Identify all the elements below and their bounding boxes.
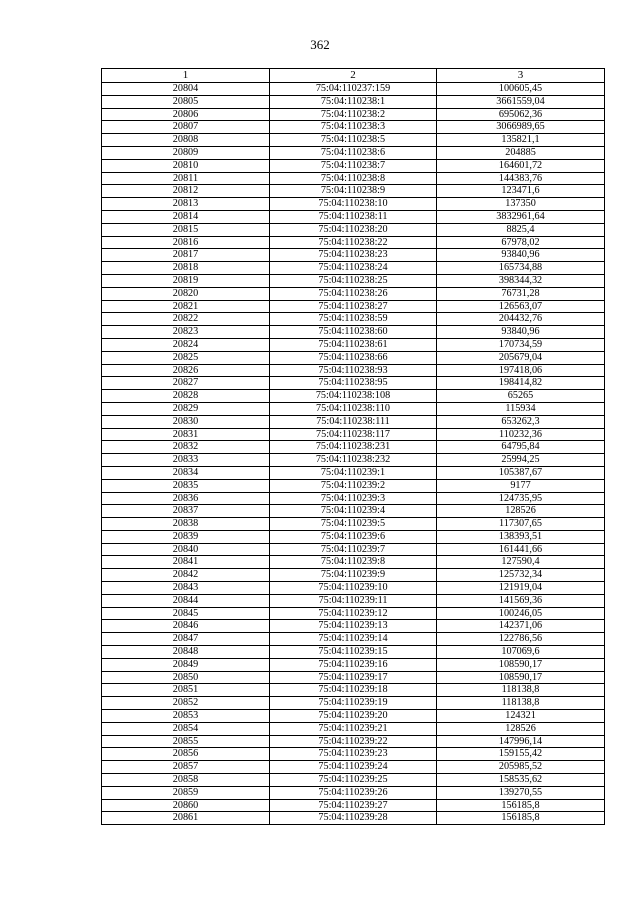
value-cell: 64795,84 bbox=[437, 441, 605, 454]
cadastral-number-cell: 75:04:110238:23 bbox=[270, 249, 437, 262]
row-number-cell: 20829 bbox=[102, 402, 270, 415]
table-row bbox=[102, 518, 605, 531]
table-row bbox=[102, 479, 605, 492]
value-cell: 127590,4 bbox=[437, 556, 605, 569]
value-cell: 165734,88 bbox=[437, 262, 605, 275]
value-cell: 124321 bbox=[437, 710, 605, 723]
cadastral-number-cell: 75:04:110238:26 bbox=[270, 287, 437, 300]
table-row bbox=[102, 223, 605, 236]
table-row bbox=[102, 185, 605, 198]
cadastral-number-cell: 75:04:110238:111 bbox=[270, 415, 437, 428]
cadastral-number-cell: 75:04:110238:10 bbox=[270, 198, 437, 211]
table-row bbox=[102, 364, 605, 377]
cadastral-number-cell: 75:04:110237:159 bbox=[270, 83, 437, 96]
table-body bbox=[102, 83, 605, 825]
value-cell: 107069,6 bbox=[437, 646, 605, 659]
value-cell: 156185,8 bbox=[437, 812, 605, 825]
table-row bbox=[102, 134, 605, 147]
value-cell: 3066989,65 bbox=[437, 121, 605, 134]
cadastral-number-cell: 75:04:110239:14 bbox=[270, 633, 437, 646]
row-number-cell: 20845 bbox=[102, 607, 270, 620]
table-row bbox=[102, 198, 605, 211]
cadastral-number-cell: 75:04:110239:17 bbox=[270, 671, 437, 684]
value-cell: 695062,36 bbox=[437, 108, 605, 121]
table-row bbox=[102, 326, 605, 339]
value-cell: 115934 bbox=[437, 402, 605, 415]
row-number-cell: 20857 bbox=[102, 761, 270, 774]
row-number-cell: 20832 bbox=[102, 441, 270, 454]
cadastral-number-cell: 75:04:110239:19 bbox=[270, 697, 437, 710]
row-number-cell: 20849 bbox=[102, 658, 270, 671]
row-number-cell: 20838 bbox=[102, 518, 270, 531]
row-number-cell: 20818 bbox=[102, 262, 270, 275]
cadastral-number-cell: 75:04:110239:1 bbox=[270, 466, 437, 479]
value-cell: 126563,07 bbox=[437, 300, 605, 313]
row-number-cell: 20844 bbox=[102, 594, 270, 607]
row-number-cell: 20840 bbox=[102, 543, 270, 556]
row-number-cell: 20854 bbox=[102, 722, 270, 735]
row-number-cell: 20823 bbox=[102, 326, 270, 339]
table-row bbox=[102, 582, 605, 595]
row-number-cell: 20816 bbox=[102, 236, 270, 249]
column-header-1: 1 bbox=[102, 69, 270, 83]
cadastral-number-cell: 75:04:110239:6 bbox=[270, 530, 437, 543]
value-cell: 205679,04 bbox=[437, 351, 605, 364]
table-row bbox=[102, 338, 605, 351]
table-row bbox=[102, 492, 605, 505]
cadastral-number-cell: 75:04:110238:93 bbox=[270, 364, 437, 377]
table-row bbox=[102, 441, 605, 454]
table-row bbox=[102, 274, 605, 287]
column-header-2: 2 bbox=[270, 69, 437, 83]
cadastral-number-cell: 75:04:110238:108 bbox=[270, 390, 437, 403]
table-row bbox=[102, 95, 605, 108]
row-number-cell: 20806 bbox=[102, 108, 270, 121]
value-cell: 204885 bbox=[437, 146, 605, 159]
cadastral-number-cell: 75:04:110239:11 bbox=[270, 594, 437, 607]
table-row bbox=[102, 83, 605, 96]
cadastral-number-cell: 75:04:110238:25 bbox=[270, 274, 437, 287]
table-row bbox=[102, 620, 605, 633]
table-row bbox=[102, 390, 605, 403]
row-number-cell: 20807 bbox=[102, 121, 270, 134]
table-row bbox=[102, 646, 605, 659]
table-row bbox=[102, 799, 605, 812]
table-row bbox=[102, 633, 605, 646]
value-cell: 135821,1 bbox=[437, 134, 605, 147]
page-number: 362 bbox=[310, 37, 330, 52]
table-row bbox=[102, 812, 605, 825]
cadastral-number-cell: 75:04:110238:22 bbox=[270, 236, 437, 249]
row-number-cell: 20808 bbox=[102, 134, 270, 147]
row-number-cell: 20836 bbox=[102, 492, 270, 505]
cadastral-number-cell: 75:04:110238:232 bbox=[270, 454, 437, 467]
value-cell: 121919,04 bbox=[437, 582, 605, 595]
row-number-cell: 20861 bbox=[102, 812, 270, 825]
table-row bbox=[102, 121, 605, 134]
value-cell: 159155,42 bbox=[437, 748, 605, 761]
table-row bbox=[102, 210, 605, 223]
cadastral-number-cell: 75:04:110239:13 bbox=[270, 620, 437, 633]
value-cell: 3832961,64 bbox=[437, 210, 605, 223]
value-cell: 164601,72 bbox=[437, 159, 605, 172]
value-cell: 198414,82 bbox=[437, 377, 605, 390]
row-number-cell: 20822 bbox=[102, 313, 270, 326]
value-cell: 118138,8 bbox=[437, 697, 605, 710]
value-cell: 108590,17 bbox=[437, 671, 605, 684]
table-row bbox=[102, 761, 605, 774]
cadastral-number-cell: 75:04:110239:7 bbox=[270, 543, 437, 556]
cadastral-number-cell: 75:04:110239:10 bbox=[270, 582, 437, 595]
cadastral-number-cell: 75:04:110239:15 bbox=[270, 646, 437, 659]
cadastral-number-cell: 75:04:110239:3 bbox=[270, 492, 437, 505]
value-cell: 147996,14 bbox=[437, 735, 605, 748]
table-row bbox=[102, 146, 605, 159]
cadastral-number-cell: 75:04:110239:4 bbox=[270, 505, 437, 518]
row-number-cell: 20809 bbox=[102, 146, 270, 159]
value-cell: 653262,3 bbox=[437, 415, 605, 428]
value-cell: 125732,34 bbox=[437, 569, 605, 582]
table-row bbox=[102, 428, 605, 441]
row-number-cell: 20810 bbox=[102, 159, 270, 172]
value-cell: 93840,96 bbox=[437, 249, 605, 262]
value-cell: 398344,32 bbox=[437, 274, 605, 287]
value-cell: 142371,06 bbox=[437, 620, 605, 633]
row-number-cell: 20820 bbox=[102, 287, 270, 300]
table-row bbox=[102, 108, 605, 121]
table-row bbox=[102, 722, 605, 735]
row-number-cell: 20815 bbox=[102, 223, 270, 236]
table-row bbox=[102, 530, 605, 543]
value-cell: 105387,67 bbox=[437, 466, 605, 479]
cadastral-number-cell: 75:04:110238:59 bbox=[270, 313, 437, 326]
row-number-cell: 20811 bbox=[102, 172, 270, 185]
row-number-cell: 20859 bbox=[102, 786, 270, 799]
table-row bbox=[102, 262, 605, 275]
cadastral-number-cell: 75:04:110238:5 bbox=[270, 134, 437, 147]
row-number-cell: 20812 bbox=[102, 185, 270, 198]
table-row bbox=[102, 287, 605, 300]
table-row bbox=[102, 505, 605, 518]
value-cell: 76731,28 bbox=[437, 287, 605, 300]
row-number-cell: 20843 bbox=[102, 582, 270, 595]
value-cell: 100246,05 bbox=[437, 607, 605, 620]
row-number-cell: 20805 bbox=[102, 95, 270, 108]
value-cell: 170734,59 bbox=[437, 338, 605, 351]
row-number-cell: 20853 bbox=[102, 710, 270, 723]
row-number-cell: 20804 bbox=[102, 83, 270, 96]
cadastral-number-cell: 75:04:110238:11 bbox=[270, 210, 437, 223]
row-number-cell: 20841 bbox=[102, 556, 270, 569]
table-row bbox=[102, 415, 605, 428]
cadastral-number-cell: 75:04:110238:6 bbox=[270, 146, 437, 159]
value-cell: 8825,4 bbox=[437, 223, 605, 236]
table-row bbox=[102, 172, 605, 185]
cadastral-number-cell: 75:04:110238:24 bbox=[270, 262, 437, 275]
table-row bbox=[102, 786, 605, 799]
cadastral-number-cell: 75:04:110238:60 bbox=[270, 326, 437, 339]
table-row bbox=[102, 697, 605, 710]
cadastral-number-cell: 75:04:110239:16 bbox=[270, 658, 437, 671]
cadastral-number-cell: 75:04:110238:66 bbox=[270, 351, 437, 364]
cadastral-number-cell: 75:04:110238:8 bbox=[270, 172, 437, 185]
cadastral-number-cell: 75:04:110238:3 bbox=[270, 121, 437, 134]
row-number-cell: 20824 bbox=[102, 338, 270, 351]
value-cell: 197418,06 bbox=[437, 364, 605, 377]
value-cell: 122786,56 bbox=[437, 633, 605, 646]
table-row bbox=[102, 236, 605, 249]
value-cell: 205985,52 bbox=[437, 761, 605, 774]
row-number-cell: 20839 bbox=[102, 530, 270, 543]
value-cell: 128526 bbox=[437, 505, 605, 518]
header-row bbox=[102, 69, 605, 83]
row-number-cell: 20817 bbox=[102, 249, 270, 262]
row-number-cell: 20856 bbox=[102, 748, 270, 761]
table-row bbox=[102, 159, 605, 172]
value-cell: 67978,02 bbox=[437, 236, 605, 249]
cadastral-number-cell: 75:04:110238:27 bbox=[270, 300, 437, 313]
table-row bbox=[102, 671, 605, 684]
table-row bbox=[102, 684, 605, 697]
value-cell: 124735,95 bbox=[437, 492, 605, 505]
row-number-cell: 20813 bbox=[102, 198, 270, 211]
value-cell: 123471,6 bbox=[437, 185, 605, 198]
row-number-cell: 20814 bbox=[102, 210, 270, 223]
cadastral-number-cell: 75:04:110239:9 bbox=[270, 569, 437, 582]
cadastral-number-cell: 75:04:110239:8 bbox=[270, 556, 437, 569]
cadastral-number-cell: 75:04:110239:12 bbox=[270, 607, 437, 620]
value-cell: 204432,76 bbox=[437, 313, 605, 326]
cadastral-number-cell: 75:04:110238:117 bbox=[270, 428, 437, 441]
value-cell: 93840,96 bbox=[437, 326, 605, 339]
row-number-cell: 20848 bbox=[102, 646, 270, 659]
table-row bbox=[102, 249, 605, 262]
row-number-cell: 20858 bbox=[102, 774, 270, 787]
cadastral-number-cell: 75:04:110239:20 bbox=[270, 710, 437, 723]
cadastral-number-cell: 75:04:110239:25 bbox=[270, 774, 437, 787]
row-number-cell: 20825 bbox=[102, 351, 270, 364]
table-row bbox=[102, 351, 605, 364]
table-row bbox=[102, 569, 605, 582]
value-cell: 139270,55 bbox=[437, 786, 605, 799]
column-header-3: 3 bbox=[437, 69, 605, 83]
row-number-cell: 20852 bbox=[102, 697, 270, 710]
value-cell: 158535,62 bbox=[437, 774, 605, 787]
table-row bbox=[102, 710, 605, 723]
table-row bbox=[102, 607, 605, 620]
value-cell: 137350 bbox=[437, 198, 605, 211]
cadastral-number-cell: 75:04:110238:1 bbox=[270, 95, 437, 108]
row-number-cell: 20826 bbox=[102, 364, 270, 377]
cadastral-number-cell: 75:04:110239:27 bbox=[270, 799, 437, 812]
row-number-cell: 20830 bbox=[102, 415, 270, 428]
cadastral-number-cell: 75:04:110238:7 bbox=[270, 159, 437, 172]
table-row bbox=[102, 466, 605, 479]
table-row bbox=[102, 454, 605, 467]
row-number-cell: 20821 bbox=[102, 300, 270, 313]
row-number-cell: 20819 bbox=[102, 274, 270, 287]
cadastral-number-cell: 75:04:110238:20 bbox=[270, 223, 437, 236]
cadastral-number-cell: 75:04:110238:2 bbox=[270, 108, 437, 121]
table-row bbox=[102, 402, 605, 415]
row-number-cell: 20828 bbox=[102, 390, 270, 403]
table-row bbox=[102, 300, 605, 313]
row-number-cell: 20855 bbox=[102, 735, 270, 748]
table-row bbox=[102, 313, 605, 326]
data-table bbox=[101, 68, 605, 825]
row-number-cell: 20827 bbox=[102, 377, 270, 390]
table-row bbox=[102, 556, 605, 569]
row-number-cell: 20850 bbox=[102, 671, 270, 684]
table-row bbox=[102, 748, 605, 761]
value-cell: 117307,65 bbox=[437, 518, 605, 531]
value-cell: 3661559,04 bbox=[437, 95, 605, 108]
row-number-cell: 20851 bbox=[102, 684, 270, 697]
cadastral-number-cell: 75:04:110239:26 bbox=[270, 786, 437, 799]
table-row bbox=[102, 774, 605, 787]
row-number-cell: 20837 bbox=[102, 505, 270, 518]
table-row bbox=[102, 735, 605, 748]
table-row bbox=[102, 594, 605, 607]
row-number-cell: 20846 bbox=[102, 620, 270, 633]
value-cell: 100605,45 bbox=[437, 83, 605, 96]
cadastral-number-cell: 75:04:110239:23 bbox=[270, 748, 437, 761]
value-cell: 156185,8 bbox=[437, 799, 605, 812]
value-cell: 108590,17 bbox=[437, 658, 605, 671]
value-cell: 138393,51 bbox=[437, 530, 605, 543]
table-row bbox=[102, 658, 605, 671]
cadastral-number-cell: 75:04:110238:61 bbox=[270, 338, 437, 351]
value-cell: 25994,25 bbox=[437, 454, 605, 467]
cadastral-number-cell: 75:04:110239:18 bbox=[270, 684, 437, 697]
value-cell: 141569,36 bbox=[437, 594, 605, 607]
table-header bbox=[102, 69, 605, 83]
value-cell: 161441,66 bbox=[437, 543, 605, 556]
row-number-cell: 20860 bbox=[102, 799, 270, 812]
table-row bbox=[102, 543, 605, 556]
cadastral-number-cell: 75:04:110239:28 bbox=[270, 812, 437, 825]
value-cell: 128526 bbox=[437, 722, 605, 735]
cadastral-number-cell: 75:04:110238:110 bbox=[270, 402, 437, 415]
value-cell: 110232,36 bbox=[437, 428, 605, 441]
cadastral-number-cell: 75:04:110239:21 bbox=[270, 722, 437, 735]
cadastral-number-cell: 75:04:110238:9 bbox=[270, 185, 437, 198]
cadastral-number-cell: 75:04:110239:22 bbox=[270, 735, 437, 748]
cadastral-number-cell: 75:04:110238:95 bbox=[270, 377, 437, 390]
value-cell: 118138,8 bbox=[437, 684, 605, 697]
row-number-cell: 20833 bbox=[102, 454, 270, 467]
row-number-cell: 20847 bbox=[102, 633, 270, 646]
value-cell: 9177 bbox=[437, 479, 605, 492]
row-number-cell: 20831 bbox=[102, 428, 270, 441]
value-cell: 144383,76 bbox=[437, 172, 605, 185]
row-number-cell: 20834 bbox=[102, 466, 270, 479]
value-cell: 65265 bbox=[437, 390, 605, 403]
row-number-cell: 20835 bbox=[102, 479, 270, 492]
cadastral-number-cell: 75:04:110239:5 bbox=[270, 518, 437, 531]
cadastral-number-cell: 75:04:110239:2 bbox=[270, 479, 437, 492]
table-row bbox=[102, 377, 605, 390]
cadastral-number-cell: 75:04:110239:24 bbox=[270, 761, 437, 774]
row-number-cell: 20842 bbox=[102, 569, 270, 582]
cadastral-number-cell: 75:04:110238:231 bbox=[270, 441, 437, 454]
